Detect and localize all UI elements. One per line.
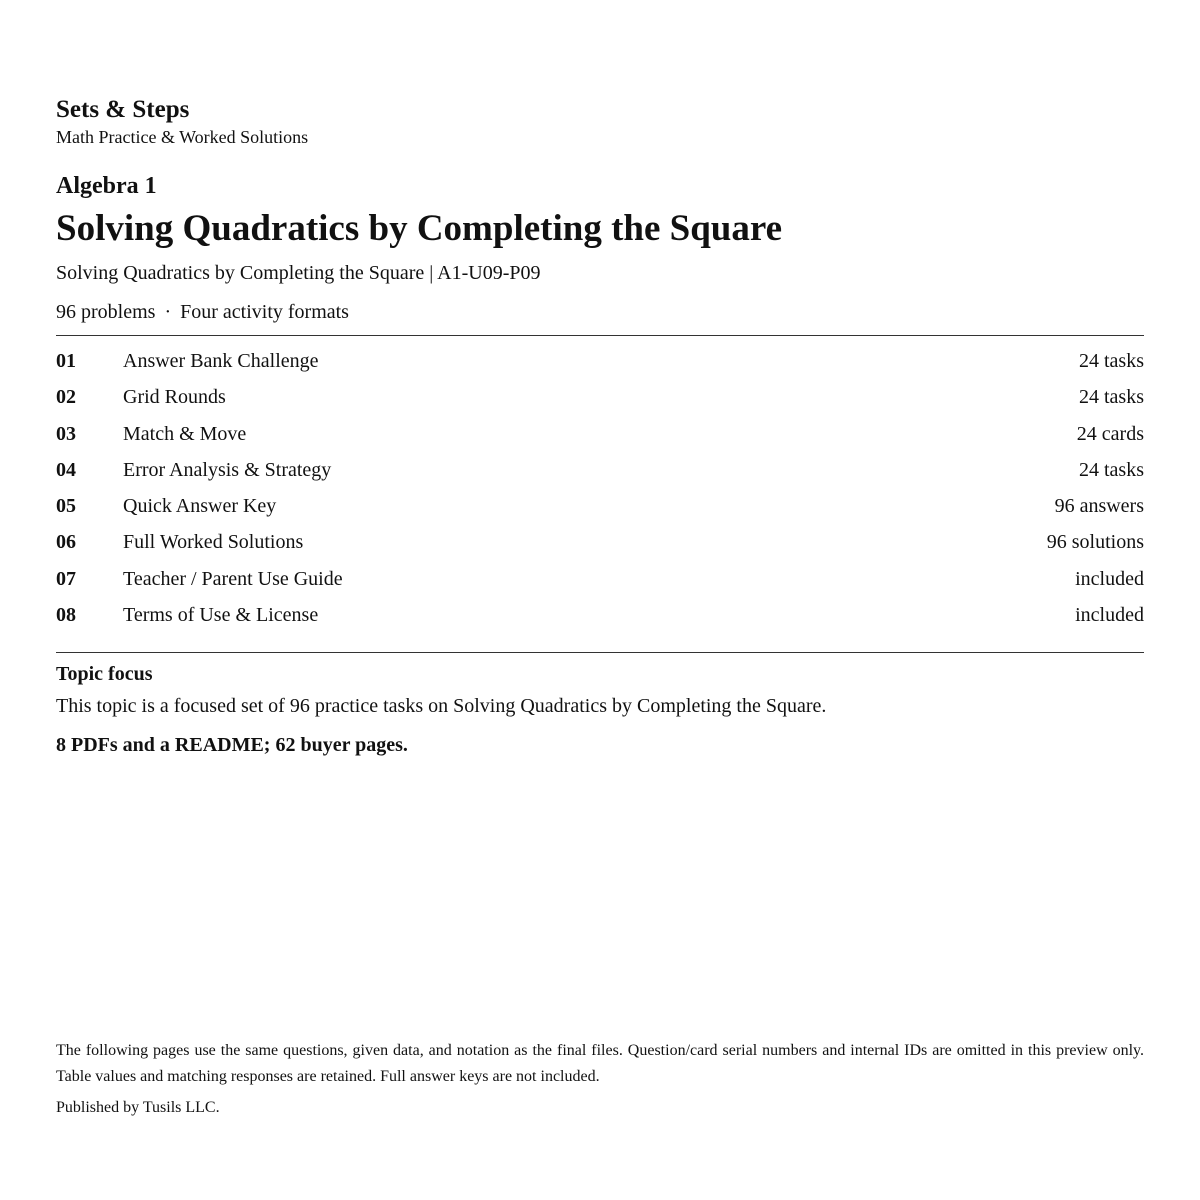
- contents-item-count: 24 cards: [1076, 422, 1144, 445]
- contents-item-label: Match & Move: [123, 422, 247, 445]
- publisher-line: Published by Tusils LLC.: [56, 1099, 220, 1116]
- product-preview-page: [56, 0, 1144, 1200]
- contents-item-label: Grid Rounds: [123, 386, 226, 409]
- contents-item: [56, 416, 1144, 452]
- contents-item: [56, 597, 1144, 633]
- contents-item: [56, 379, 1144, 415]
- contents-item: [56, 488, 1144, 524]
- contents-item-count: 96 answers: [1054, 495, 1144, 518]
- product-meta: [56, 298, 349, 326]
- contents-item-label: Error Analysis & Strategy: [123, 458, 332, 481]
- contents-item-count: included: [1075, 604, 1144, 627]
- format-count: Four activity formats: [180, 301, 349, 323]
- contents-item-number: 08: [56, 604, 76, 627]
- contents-item-count: 24 tasks: [1079, 350, 1144, 372]
- files-summary: 8 PDFs and a README; 62 buyer pages.: [56, 734, 408, 756]
- divider-top: [56, 335, 1144, 336]
- contents-item: [56, 343, 1144, 379]
- problem-count: 96 problems: [56, 301, 156, 323]
- contents-item: [56, 524, 1144, 560]
- contents-item: [56, 452, 1144, 488]
- preview-disclaimer: The following pages use the same questions, given data, and notation as the final files. Question/card serial numbers and internal IDs are omitted in this preview only. Table values and matching responses are retained. Full answer keys are not included.: [56, 1042, 1144, 1085]
- contents-item-number: 06: [56, 531, 76, 554]
- topic-focus-text: This topic is a focused set of 96 practice tasks on Solving Quadratics by Completing the Square.: [56, 695, 827, 717]
- contents-item-count: included: [1075, 567, 1144, 590]
- contents-item-number: 02: [56, 386, 76, 409]
- divider-bottom: [56, 652, 1144, 653]
- contents-item-label: Teacher / Parent Use Guide: [123, 567, 343, 590]
- contents-item-number: 04: [56, 458, 76, 481]
- contents-item-label: Answer Bank Challenge: [123, 350, 319, 372]
- meta-separator: ·: [164, 301, 172, 323]
- contents-item-label: Full Worked Solutions: [123, 531, 304, 554]
- contents-item-number: 01: [56, 350, 76, 372]
- brand-name: Sets & Steps: [56, 96, 190, 123]
- contents-item-label: Quick Answer Key: [123, 495, 277, 518]
- contents-item-count: 24 tasks: [1079, 386, 1144, 409]
- contents-item-label: Terms of Use & License: [123, 604, 319, 627]
- contents-item-count: 24 tasks: [1079, 458, 1144, 481]
- contents-item-number: 05: [56, 495, 76, 518]
- page-title: Solving Quadratics by Completing the Square: [56, 208, 783, 249]
- contents-item-number: 07: [56, 567, 76, 590]
- topic-focus-heading: Topic focus: [56, 663, 153, 685]
- contents-list: [56, 343, 1144, 633]
- page-subtitle: Solving Quadratics by Completing the Square | A1-U09-P09: [56, 262, 541, 284]
- contents-item: [56, 561, 1144, 597]
- contents-item-count: 96 solutions: [1046, 531, 1144, 554]
- course-name: Algebra 1: [56, 173, 157, 199]
- brand-tagline: Math Practice & Worked Solutions: [56, 127, 309, 147]
- contents-item-number: 03: [56, 422, 76, 445]
